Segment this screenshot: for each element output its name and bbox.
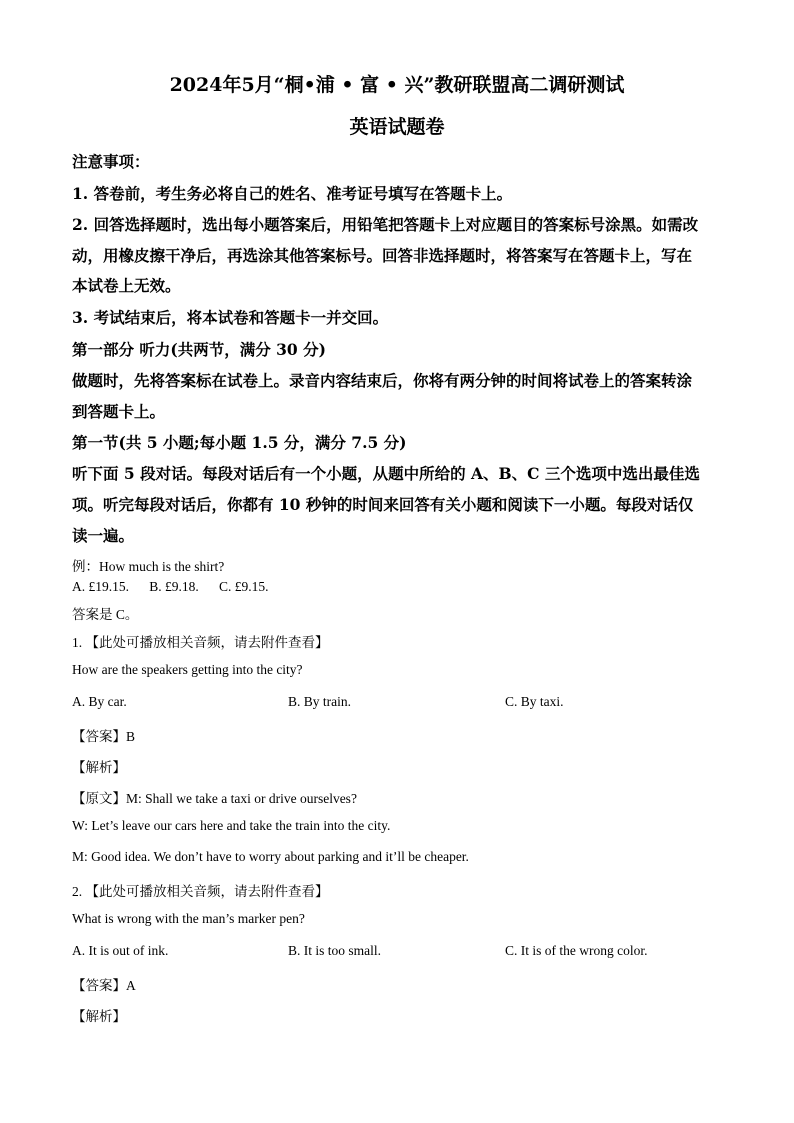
example-question: 例：How much is the shirt? <box>72 559 225 574</box>
part1-intro-line-1: 做题时，先将答案标在试卷上。录音内容结束后，你将有两分钟的时间将试卷上的答案转涂 <box>72 371 693 390</box>
part1-heading: 第一部分 听力(共两节，满分 30 分) <box>72 340 326 359</box>
question-1-analysis: 【解析】 <box>72 760 126 775</box>
question-2-audio[interactable]: 2. 【此处可播放相关音频，请去附件查看】 <box>72 884 329 899</box>
question-1-audio[interactable]: 1. 【此处可播放相关音频，请去附件查看】 <box>72 635 329 650</box>
exam-title: 2024年5月“桐•浦 • 富 • 兴”教研联盟高二调研测试 <box>169 74 625 96</box>
part1-intro-line-2: 到答题卡上。 <box>72 402 166 421</box>
example-options: A. £19.15. B. £9.18. C. £9.15. <box>72 579 269 594</box>
question-1-transcript-line-2: W: Let’s leave our cars here and take the train into the city. <box>72 818 391 833</box>
question-2-answer: 【答案】A <box>72 978 136 993</box>
question-1-transcript-line-3: M: Good idea. We don’t have to worry about parking and it’ll be cheaper. <box>72 849 469 864</box>
notice-item-3: 3. 考试结束后，将本试卷和答题卡一并交回。 <box>72 308 389 327</box>
section1-intro-line-2: 项。听完每段对话后，你都有 10 秒钟的时间来回答有关小题和阅读下一小题。每段对话仅 <box>72 495 694 514</box>
exam-subtitle: 英语试题卷 <box>349 116 445 138</box>
question-2-text: What is wrong with the man’s marker pen? <box>72 911 305 926</box>
example-answer: 答案是 C。 <box>72 607 139 622</box>
question-1-answer: 【答案】B <box>72 729 136 744</box>
question-1-option-c: C. By taxi. <box>505 694 564 709</box>
question-2-analysis: 【解析】 <box>72 1009 126 1024</box>
notice-item-2-line-3: 本试卷上无效。 <box>72 276 181 295</box>
section1-intro-line-3: 读一遍。 <box>72 526 135 545</box>
notice-item-2-line-2: 动，用橡皮擦干净后，再选涂其他答案标号。回答非选择题时，将答案写在答题卡上，写在 <box>72 246 693 265</box>
section1-intro-line-1: 听下面 5 段对话。每段对话后有一个小题，从题中所给的 A、B、C 三个选项中选出最佳选 <box>72 464 700 483</box>
question-1-option-b: B. By train. <box>288 694 351 709</box>
question-2-option-c: C. It is of the wrong color. <box>505 943 648 958</box>
notice-item-1: 1. 答卷前，考生务必将自己的姓名、准考证号填写在答题卡上。 <box>72 184 513 203</box>
question-1-text: How are the speakers getting into the city? <box>72 662 303 677</box>
section1-heading: 第一节(共 5 小题;每小题 1.5 分，满分 7.5 分) <box>72 433 407 452</box>
question-1-option-a: A. By car. <box>72 694 127 709</box>
notice-heading: 注意事项： <box>72 152 150 171</box>
question-2-option-b: B. It is too small. <box>288 943 382 958</box>
notice-item-2-line-1: 2. 回答选择题时，选出每小题答案后，用铅笔把答题卡上对应题目的答案标号涂黑。如需改 <box>72 215 699 234</box>
question-2-option-a: A. It is out of ink. <box>72 943 169 958</box>
question-1-transcript-line-1: 【原文】M: Shall we take a taxi or drive ourselves? <box>72 791 357 806</box>
